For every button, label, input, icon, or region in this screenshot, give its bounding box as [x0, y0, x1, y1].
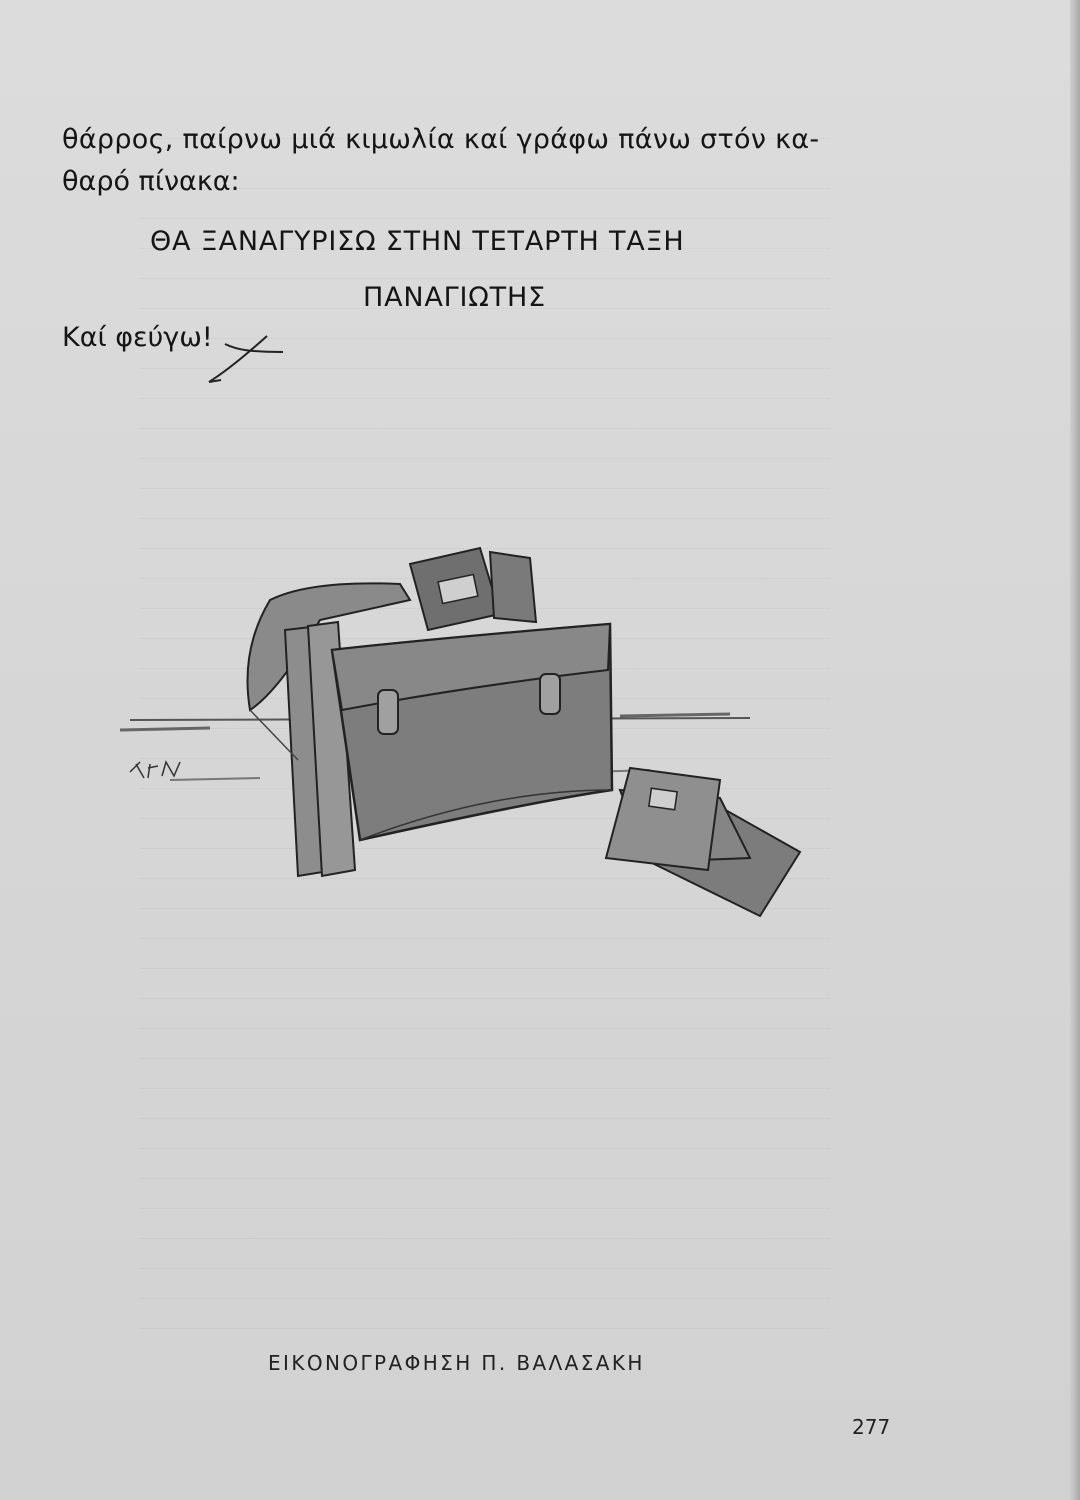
- board-text-line-1: ΘΑ ΞΑΝΑΓΥΡΙΣΩ ΣΤΗΝ ΤΕΤΑΡΤΗ ΤΑΞΗ: [150, 226, 685, 257]
- paragraph-line-2: θαρό πίνακα:: [62, 166, 240, 197]
- illustration-credit: ΕΙΚΟΝΟΓΡΑΦΗΣΗ Π. ΒΑΛΑΣΑΚΗ: [268, 1351, 645, 1375]
- page-number: 277: [852, 1415, 891, 1439]
- page-edge-shadow: [1070, 0, 1080, 1500]
- board-text-line-2: ΠΑΝΑΓΙΩΤΗΣ: [363, 282, 546, 313]
- closing-line: Καί φεύγω!: [62, 322, 213, 353]
- school-bag-illustration: [110, 540, 830, 940]
- paragraph-line-1: θάρρος, παίρνω μιά κιμωλία καί γράφω πάνω στόν κα-: [62, 124, 820, 155]
- handwritten-check-mark-icon: [205, 330, 295, 390]
